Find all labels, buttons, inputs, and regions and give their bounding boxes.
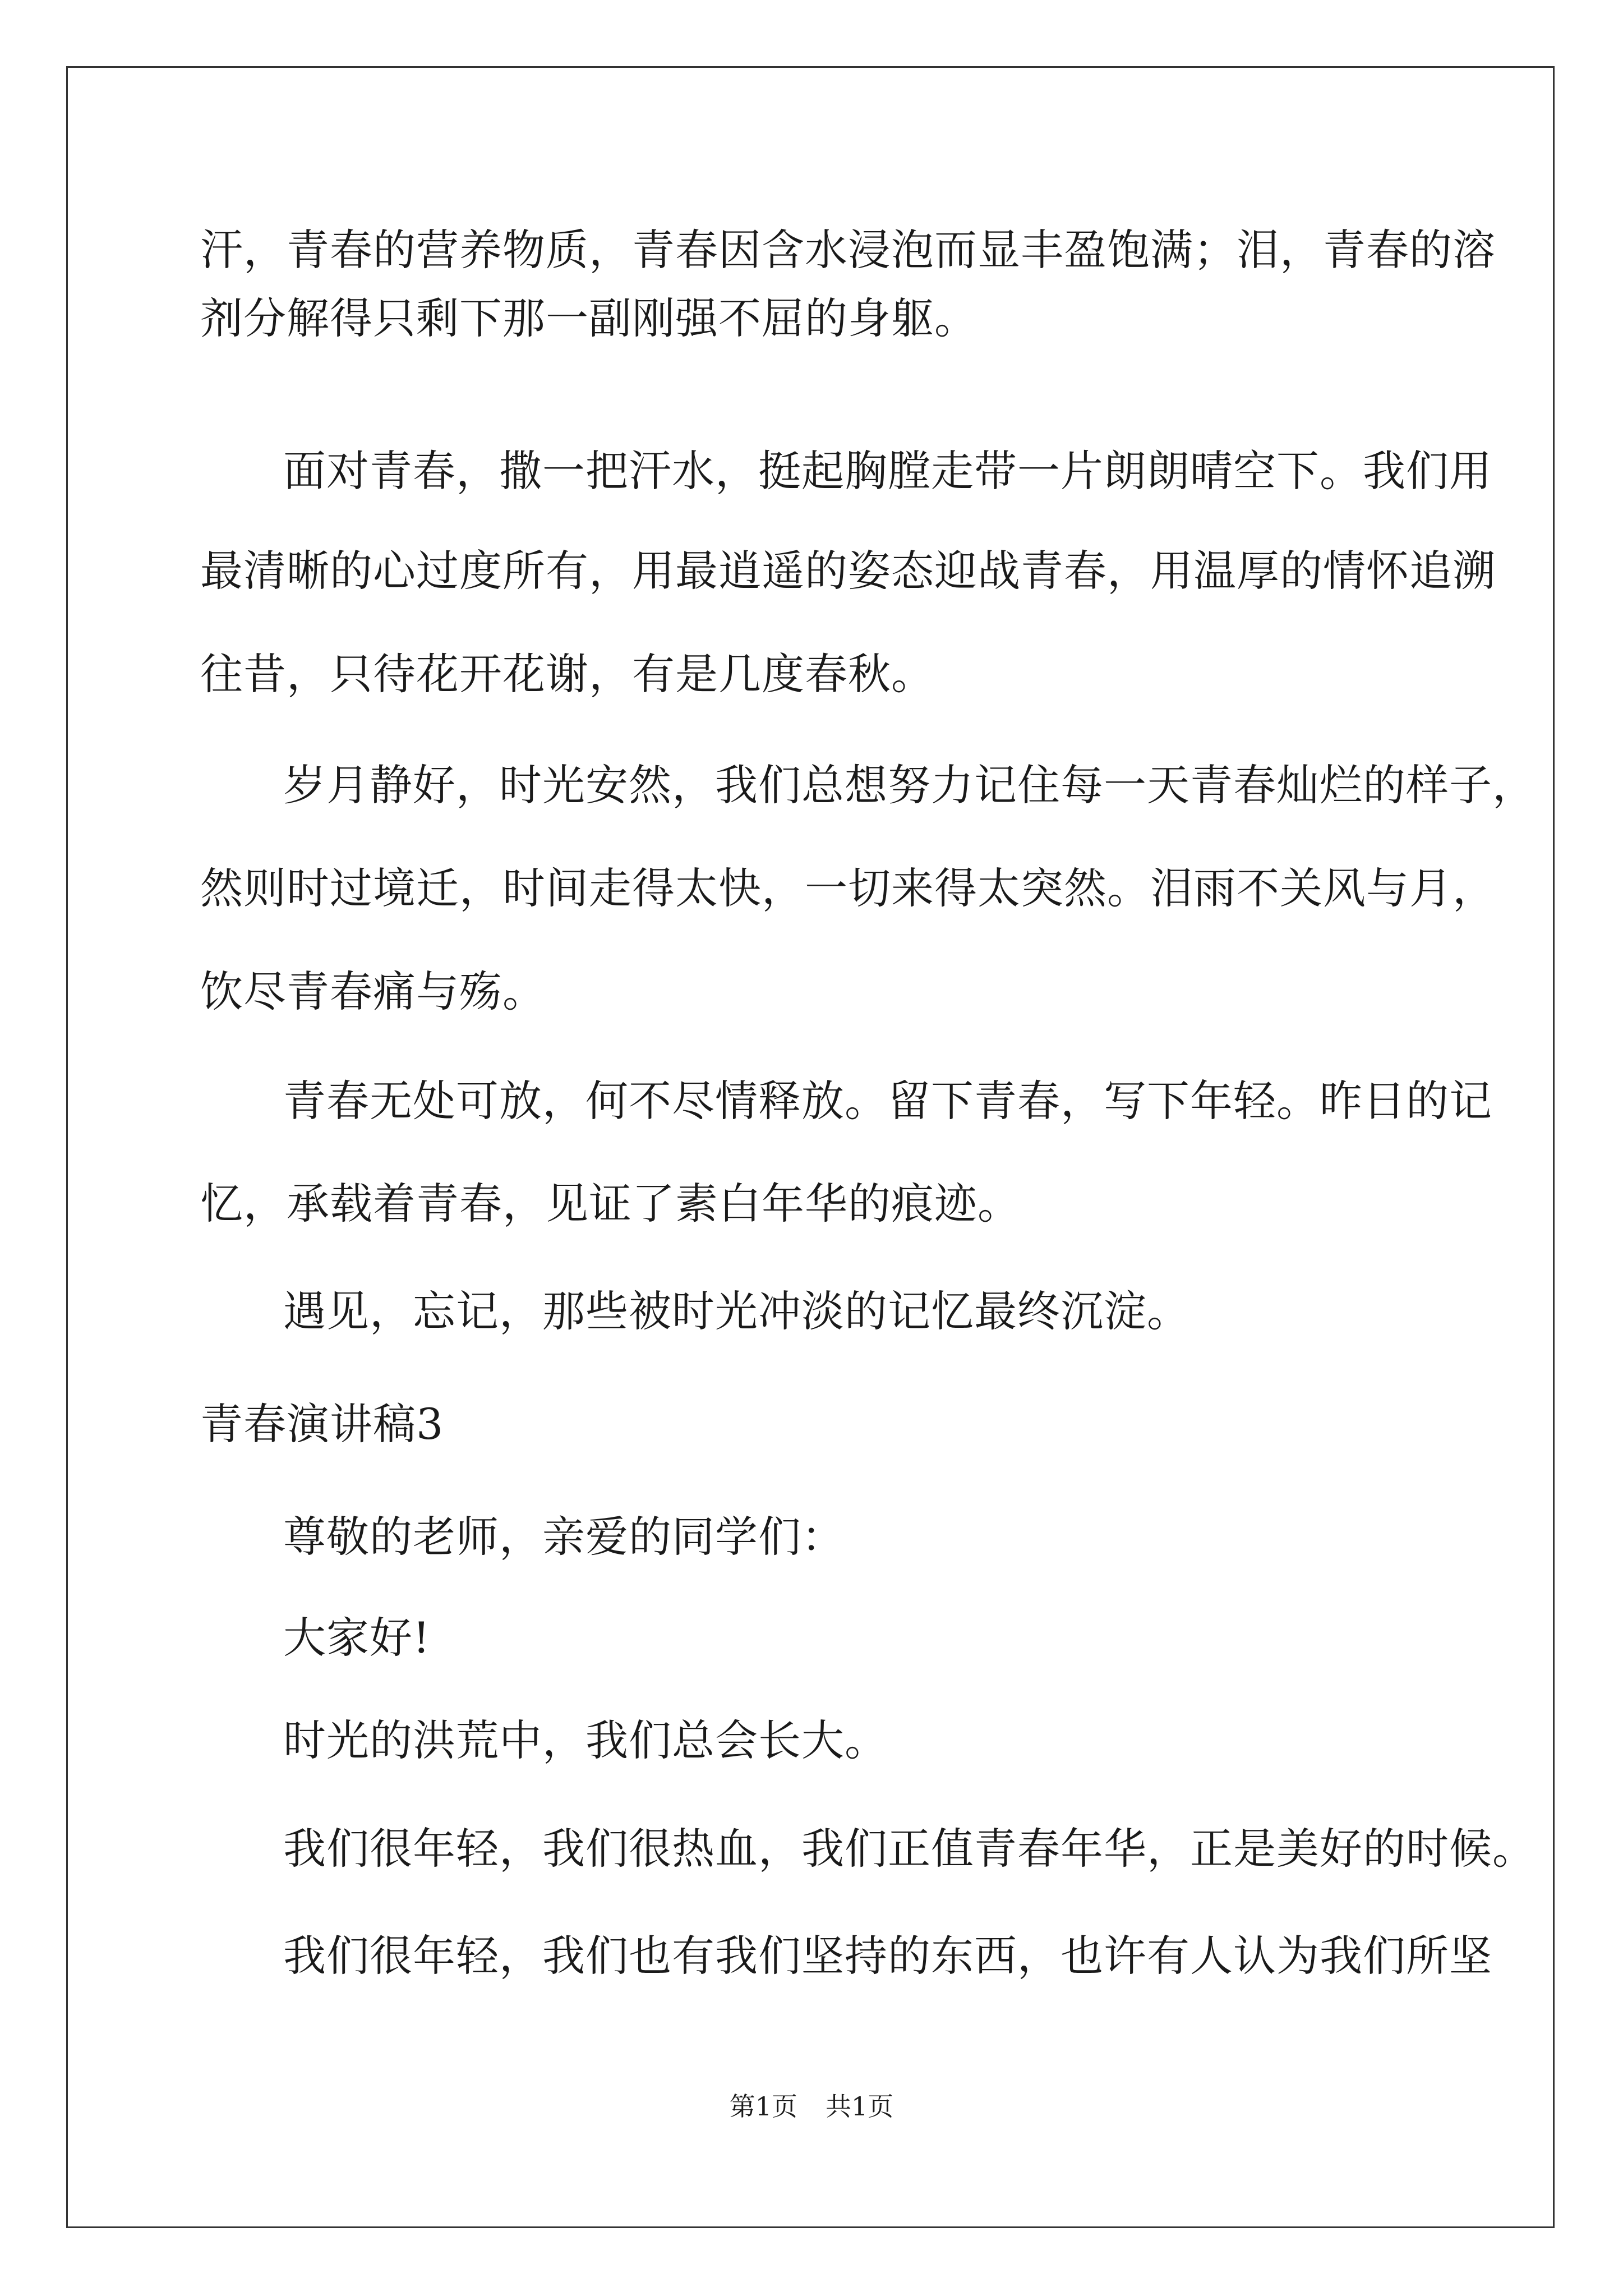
text-line: 大家好!	[283, 1613, 431, 1663]
text-line: 时光的洪荒中，我们总会长大。	[283, 1715, 888, 1765]
text-line: 汗，青春的营养物质，青春因含水浸泡而显丰盈饱满；泪，青春的溶	[200, 225, 1496, 275]
text-line: 最清晰的心过度所有，用最逍遥的姿态迎战青春，用温厚的情怀追溯	[200, 546, 1496, 596]
section-heading: 青春演讲稿3	[200, 1399, 444, 1449]
page-total: 共1页	[826, 2091, 894, 2122]
page-border	[66, 66, 1555, 2228]
text-line: 我们很年轻，我们也有我们坚持的东西，也许有人认为我们所坚	[283, 1931, 1492, 1981]
text-line: 我们很年轻，我们很热血，我们正值青春年华，正是美好的时候。	[283, 1824, 1536, 1874]
text-line: 青春无处可放，何不尽情释放。留下青春，写下年轻。昨日的记	[283, 1076, 1492, 1126]
text-line: 饮尽青春痛与殇。	[200, 967, 546, 1016]
page-number: 第1页	[729, 2091, 797, 2122]
text-line: 遇见，忘记，那些被时光冲淡的记忆最终沉淀。	[283, 1286, 1190, 1336]
text-line: 岁月静好，时光安然，我们总想努力记住每一天青春灿烂的样子，	[283, 760, 1536, 810]
text-line: 忆，承载着青春，见证了素白年华的痕迹。	[200, 1179, 1021, 1228]
page-footer	[0, 2090, 1623, 2123]
text-line: 剂分解得只剩下那一副刚强不屈的身躯。	[200, 293, 978, 343]
text-line: 然则时过境迁，时间走得太快，一切来得太突然。泪雨不关风与月，	[200, 863, 1496, 913]
text-line: 往昔，只待花开花谢，有是几度春秋。	[200, 649, 934, 699]
text-line: 面对青春，撒一把汗水，挺起胸膛走带一片朗朗晴空下。我们用	[283, 446, 1492, 496]
text-line: 尊敬的老师，亲爱的同学们：	[283, 1512, 845, 1562]
